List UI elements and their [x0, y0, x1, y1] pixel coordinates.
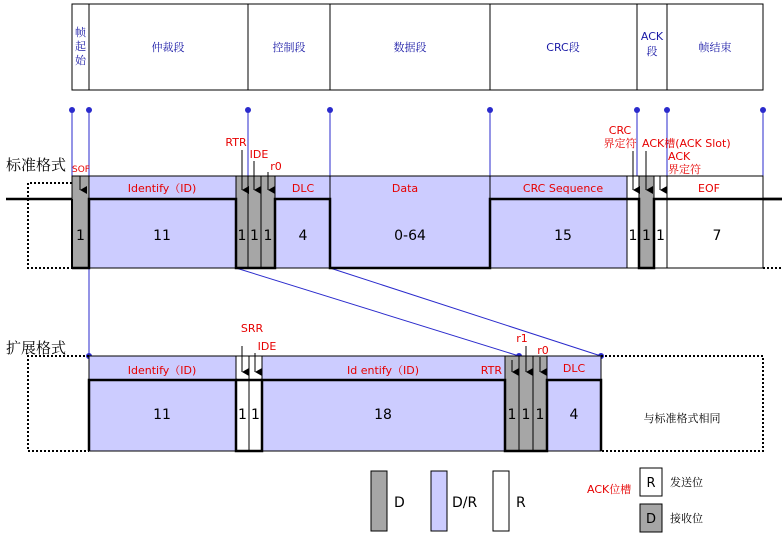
- legend-r-box-label: R: [646, 476, 656, 491]
- ext-dlc-bits: 4: [569, 407, 579, 423]
- std-ack-slot-label: ACK槽(ACK Slot): [642, 137, 731, 150]
- extended-title: 扩展格式: [6, 339, 67, 357]
- legend: [371, 468, 703, 532]
- std-dlc-bits: 4: [298, 228, 308, 244]
- legend-send-bit: 发送位: [670, 476, 703, 489]
- ext-dlc-label: DLC: [562, 362, 586, 375]
- std-data-label: Data: [391, 182, 419, 195]
- std-rtr-bits: 1: [237, 228, 247, 244]
- header-control: 控制段: [272, 41, 306, 54]
- std-crc-delim-bits: 1: [628, 228, 638, 244]
- std-ack-slot-bits: 1: [642, 228, 651, 244]
- std-ide-bits: 1: [250, 228, 259, 244]
- std-ide-label: IDE: [249, 148, 269, 161]
- extended-format: [6, 322, 763, 451]
- std-eof-bits: 7: [712, 228, 722, 244]
- std-rtr-label: RTR: [225, 136, 247, 149]
- ext-same-as-standard: 与标准格式相同: [643, 412, 721, 425]
- std-dlc-label: DLC: [291, 182, 315, 195]
- std-eof-label: EOF: [698, 182, 720, 195]
- ext-srr-label: SRR: [240, 322, 264, 335]
- legend-ack-slot-label: ACK位槽: [587, 483, 632, 496]
- legend-recv-bit: 接收位: [670, 512, 703, 525]
- legend-dominant-label: D: [394, 495, 405, 511]
- std-crc-delim-label-1: CRC: [608, 124, 632, 137]
- ext-r1-bits: 1: [521, 407, 531, 423]
- std-crc-delim-label-2: 界定符: [603, 137, 637, 150]
- header-sof-1: 帧: [75, 26, 86, 39]
- legend-recessive-label: R: [516, 495, 526, 511]
- ext-r0-bits: 1: [535, 407, 545, 423]
- std-r0-bits: 1: [263, 228, 273, 244]
- std-data-bits: 0-64: [394, 228, 426, 244]
- header-ack-2: 段: [646, 45, 658, 58]
- legend-dr-label: D/R: [452, 495, 478, 511]
- standard-format: [6, 124, 782, 268]
- segment-header: [72, 4, 763, 90]
- ext-id-ext-bits: 18: [374, 407, 392, 423]
- header-sof-3: 始: [75, 54, 86, 67]
- legend-recessive-swatch: [493, 471, 509, 531]
- std-identify-bits: 11: [153, 228, 171, 244]
- std-sof-bits: 1: [76, 228, 85, 244]
- std-identify-label: Identify（ID): [127, 182, 197, 195]
- std-ack-delim-bits: 1: [656, 228, 665, 244]
- ext-identify-label: Identify（ID): [127, 364, 197, 377]
- ext-id-ext-label: Id entify（ID): [346, 364, 420, 377]
- header-eof: 帧结束: [698, 41, 732, 54]
- legend-d-box-label: D: [645, 512, 657, 527]
- header-data: 数据段: [393, 41, 427, 54]
- ext-r0-label: r0: [537, 344, 549, 357]
- header-sof-2: 起: [75, 40, 86, 53]
- std-sof-label: SOF: [72, 165, 90, 175]
- header-ack-1: ACK: [640, 30, 664, 43]
- ext-srr-bits: 1: [238, 407, 247, 423]
- std-ack-delim-label-2: 界定符: [668, 163, 701, 176]
- ext-identify-bits: 11: [153, 407, 171, 423]
- std-crc-seq-label: CRC Sequence: [522, 182, 604, 195]
- std-ack-delim-label-1: ACK: [668, 150, 691, 163]
- header-arbitration: 仲裁段: [151, 41, 185, 54]
- ext-ide-label: IDE: [257, 340, 277, 353]
- legend-dominant-swatch: [371, 471, 387, 531]
- ext-r1-label: r1: [516, 332, 528, 345]
- legend-dr-swatch: [431, 471, 447, 531]
- std-crc-bits: 15: [554, 228, 572, 244]
- ext-rtr-label: RTR: [480, 364, 502, 377]
- ext-rtr-bits: 1: [507, 407, 517, 423]
- std-r0-label: r0: [270, 160, 282, 173]
- header-crc: CRC段: [546, 41, 580, 54]
- ext-ide-bits: 1: [251, 407, 260, 423]
- standard-title: 标准格式: [6, 156, 67, 174]
